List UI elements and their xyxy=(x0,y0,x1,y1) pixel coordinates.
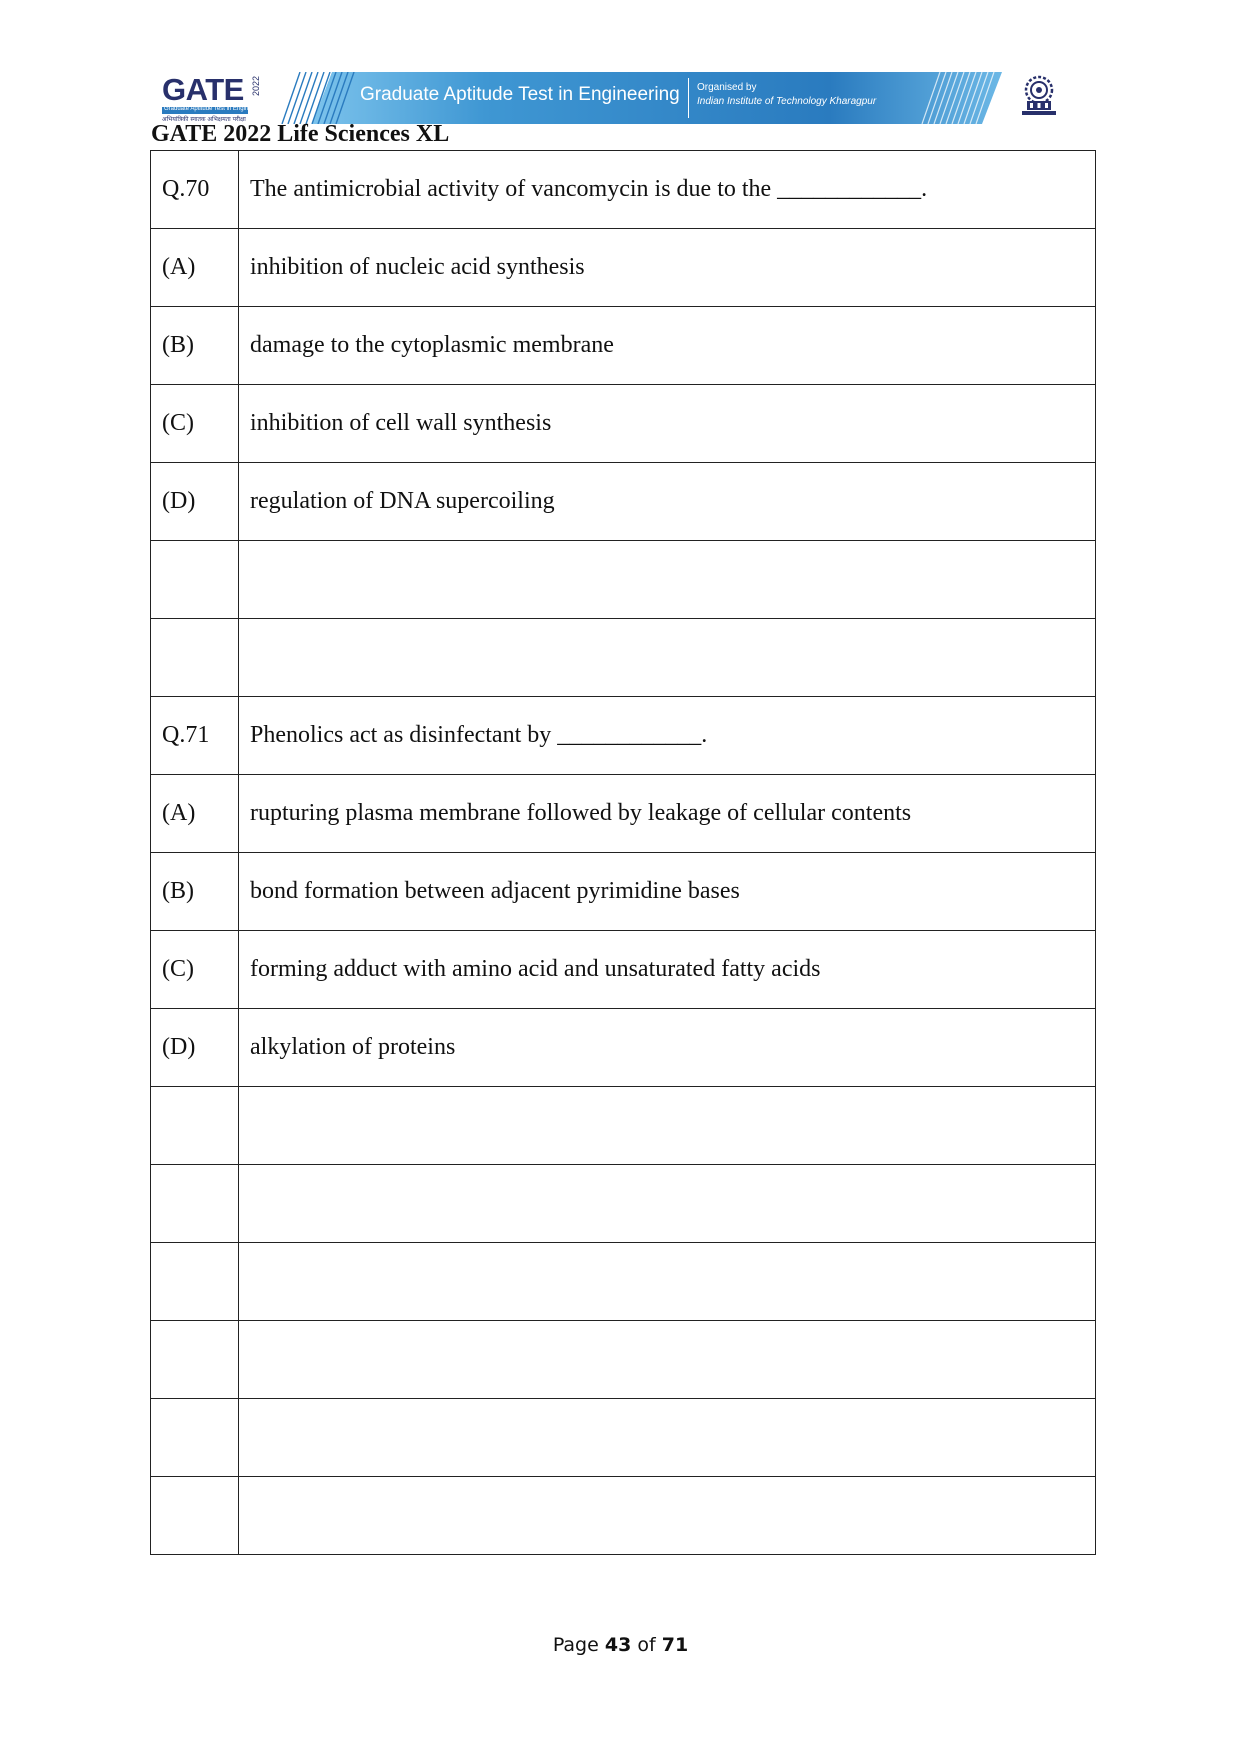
empty-cell xyxy=(151,1087,239,1165)
question-text: The antimicrobial activity of vancomycin is due to the ____________. xyxy=(239,151,1096,229)
option-text: regulation of DNA supercoiling xyxy=(239,463,1096,541)
option-label: (A) xyxy=(151,229,239,307)
page-of: of xyxy=(637,1634,656,1656)
option-text: inhibition of cell wall synthesis xyxy=(239,385,1096,463)
gate-logo-hindi-text: अभियांत्रिकी स्नातक अभिक्षमता परीक्षा xyxy=(162,116,246,123)
option-text: inhibition of nucleic acid synthesis xyxy=(239,229,1096,307)
document-title: GATE 2022 Life Sciences XL xyxy=(151,121,450,147)
empty-cell xyxy=(151,541,239,619)
empty-cell xyxy=(239,1165,1096,1243)
gate-logo-text: GATE xyxy=(162,72,244,107)
question-number: Q.70 xyxy=(151,151,239,229)
organised-by-label: Organised by xyxy=(697,82,757,93)
option-text: rupturing plasma membrane followed by leakage of cellular contents xyxy=(239,775,1096,853)
gate-logo xyxy=(162,74,266,124)
option-text: alkylation of proteins xyxy=(239,1009,1096,1087)
page-footer xyxy=(0,1634,1241,1656)
option-row-q70-b xyxy=(151,307,1096,385)
option-row-q70-c xyxy=(151,385,1096,463)
gate-logo-year: 2022 xyxy=(251,76,261,97)
option-label: (C) xyxy=(151,931,239,1009)
empty-row xyxy=(151,1243,1096,1321)
page-current: 43 xyxy=(604,1634,632,1656)
page-total: 71 xyxy=(661,1634,689,1656)
empty-row xyxy=(151,1321,1096,1399)
empty-row xyxy=(151,1165,1096,1243)
empty-cell xyxy=(151,1477,239,1555)
question-number: Q.71 xyxy=(151,697,239,775)
empty-cell xyxy=(239,1087,1096,1165)
option-row-q71-c xyxy=(151,931,1096,1009)
page-prefix: Page xyxy=(552,1634,599,1656)
question-row-q71 xyxy=(151,697,1096,775)
option-text: bond formation between adjacent pyrimidine bases xyxy=(239,853,1096,931)
page-header xyxy=(150,70,1080,126)
option-row-q71-d xyxy=(151,1009,1096,1087)
empty-row xyxy=(151,1399,1096,1477)
empty-row xyxy=(151,1477,1096,1555)
empty-cell xyxy=(151,1321,239,1399)
option-label: (D) xyxy=(151,463,239,541)
empty-cell xyxy=(151,1243,239,1321)
organiser-name: Indian Institute of Technology Kharagpur xyxy=(697,96,877,107)
option-label: (D) xyxy=(151,1009,239,1087)
option-label: (C) xyxy=(151,385,239,463)
question-text: Phenolics act as disinfectant by ____________. xyxy=(239,697,1096,775)
empty-cell xyxy=(239,619,1096,697)
empty-row xyxy=(151,619,1096,697)
option-text: forming adduct with amino acid and unsaturated fatty acids xyxy=(239,931,1096,1009)
iit-kharagpur-emblem-icon xyxy=(1018,74,1060,118)
option-label: (B) xyxy=(151,853,239,931)
header-band-divider xyxy=(688,78,689,118)
empty-row xyxy=(151,541,1096,619)
option-row-q70-d xyxy=(151,463,1096,541)
empty-cell xyxy=(151,1399,239,1477)
empty-cell xyxy=(151,619,239,697)
empty-cell xyxy=(239,1321,1096,1399)
option-row-q70-a xyxy=(151,229,1096,307)
header-band-title: Graduate Aptitude Test in Engineering xyxy=(360,84,680,105)
gate-logo-strip xyxy=(162,106,265,114)
option-label: (A) xyxy=(151,775,239,853)
gate-logo-strip-text: Graduate Aptitude Test in Engineering xyxy=(164,106,265,112)
option-text: damage to the cytoplasmic membrane xyxy=(239,307,1096,385)
empty-row xyxy=(151,1087,1096,1165)
question-table xyxy=(150,150,1096,1555)
empty-cell xyxy=(151,1165,239,1243)
empty-cell xyxy=(239,1477,1096,1555)
option-row-q71-a xyxy=(151,775,1096,853)
question-row-q70 xyxy=(151,151,1096,229)
option-row-q71-b xyxy=(151,853,1096,931)
empty-cell xyxy=(239,1399,1096,1477)
option-label: (B) xyxy=(151,307,239,385)
empty-cell xyxy=(239,541,1096,619)
empty-cell xyxy=(239,1243,1096,1321)
